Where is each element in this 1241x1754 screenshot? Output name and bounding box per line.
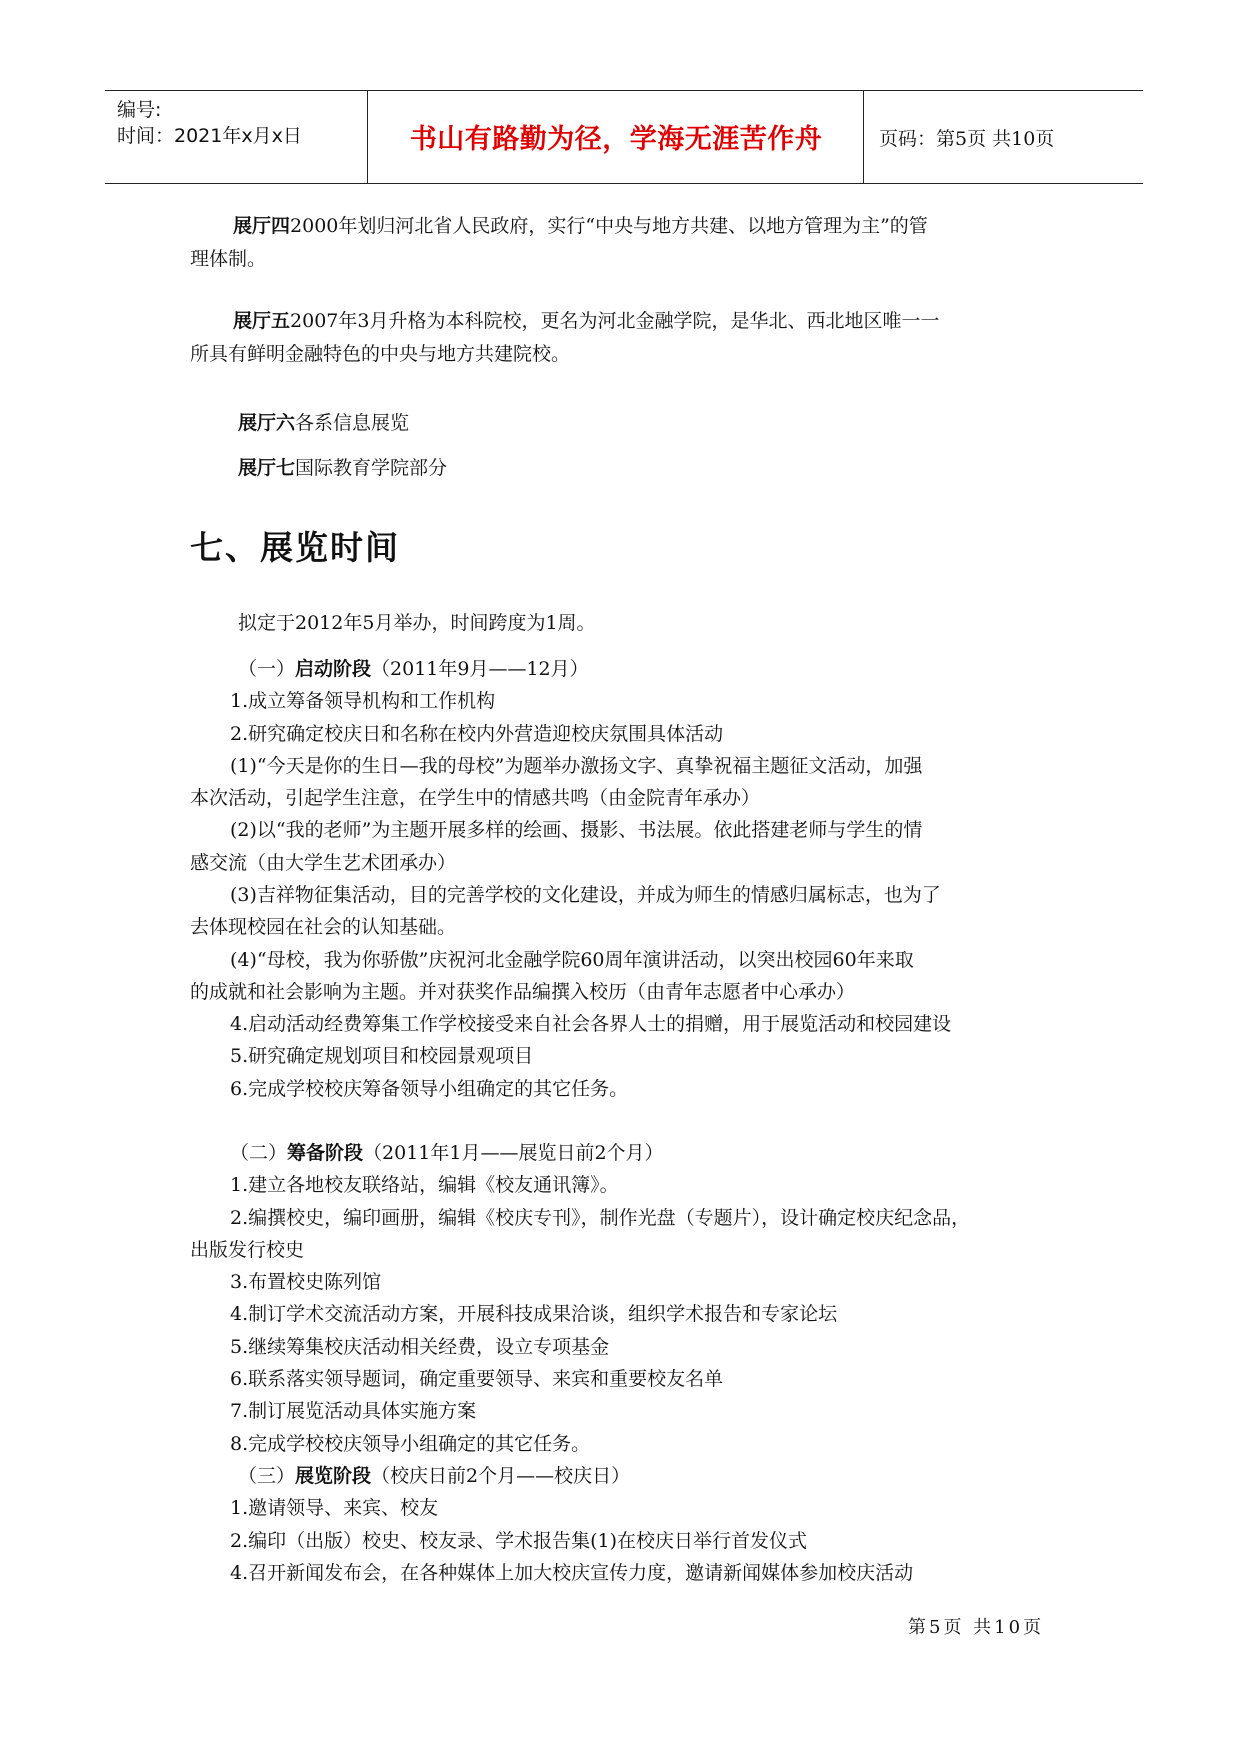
stage-2-heading: （二）筹备阶段（2011年1月——展览日前2个月） (230, 1142, 664, 1164)
stage-2-item: 4.制订学术交流活动方案，开展科技成果洽谈，组织学术报告和专家论坛 (230, 1303, 838, 1325)
hall-4-title: 展厅四 (233, 215, 291, 237)
stage-1-heading: （一）启动阶段（2011年9月——12月） (238, 658, 589, 680)
stage-1-item: 去体现校园在社会的认知基础。 (190, 916, 457, 938)
stage-2-item: 3.布置校史陈列馆 (230, 1271, 382, 1293)
stage-1-item: 感交流（由大学生艺术团承办） (190, 852, 457, 874)
stage-2-item: 7.制订展览活动具体实施方案 (230, 1400, 477, 1422)
hall-5-line-1: 展厅五2007年3月升格为本科院校，更名为河北金融学院，是华北、西北地区唯一一 (233, 310, 940, 332)
stage-3-item: 4.召开新闻发布会，在各种媒体上加大校庆宣传力度，邀请新闻媒体参加校庆活动 (230, 1562, 914, 1584)
section-heading: 七、展览时间 (190, 528, 400, 567)
header-motto-cell (369, 91, 864, 183)
hall-6-title: 展厅六 (238, 412, 296, 434)
stage-2-item: 6.联系落实领导题词，确定重要领导、来宾和重要校友名单 (230, 1368, 724, 1390)
header-page-label: 页码：第5页 共10页 (879, 128, 1055, 150)
stage-3-item: 2.编印（出版）校史、校友录、学术报告集(1)在校庆日举行首发仪式 (230, 1530, 808, 1552)
stage-1-item: 本次活动，引起学生注意，在学生中的情感共鸣（由金院青年承办） (190, 787, 761, 809)
stage-1-item: 2.研究确定校庆日和名称在校内外营造迎校庆氛围具体活动 (230, 723, 724, 745)
stage-1-item: (3)吉祥物征集活动，目的完善学校的文化建设，并成为师生的情感归属标志，也为了 (230, 884, 941, 906)
stage-1-item: (4)“母校，我为你骄傲”庆祝河北金融学院60周年演讲活动，以突出校园60年来取 (230, 949, 914, 971)
stage-1-item: 6.完成学校校庆筹备领导小组确定的其它任务。 (230, 1078, 629, 1100)
intro-text: 拟定于2012年5月举办，时间跨度为1周。 (238, 612, 596, 634)
page-footer: 第5页 共10页 (908, 1617, 1045, 1638)
stage-1-item: 的成就和社会影响为主题。并对获奖作品编撰入校历（由青年志愿者中心承办） (190, 981, 856, 1003)
page-header (105, 90, 1143, 184)
hall-4-line-1: 展厅四2000年划归河北省人民政府，实行“中央与地方共建、以地方管理为主”的管 (233, 215, 928, 237)
header-left-cell (105, 91, 368, 183)
stage-2-item: 1.建立各地校友联络站，编辑《校友通讯簿》。 (230, 1174, 619, 1196)
hall-7-line: 展厅七国际教育学院部分 (238, 457, 448, 479)
header-motto: 书山有路勤为径，学海无涯苦作舟 (409, 124, 823, 155)
hall-6-line: 展厅六各系信息展览 (238, 412, 410, 434)
stage-3-item: 1.邀请领导、来宾、校友 (230, 1497, 439, 1519)
hall-5-line-2: 所具有鲜明金融特色的中央与地方共建院校。 (190, 343, 571, 365)
stage-2-item: 5.继续筹集校庆活动相关经费，设立专项基金 (230, 1336, 610, 1358)
stage-2-item: 出版发行校史 (190, 1239, 305, 1261)
stage-2-item: 2.编撰校史，编印画册，编辑《校庆专刊》，制作光盘（专题片），设计确定校庆纪念品， (230, 1207, 971, 1229)
stage-1-item: 4.启动活动经费筹集工作学校接受来自社会各界人士的捐赠，用于展览活动和校园建设 (230, 1013, 952, 1035)
stage-3-heading: （三）展览阶段（校庆日前2个月——校庆日） (238, 1465, 631, 1487)
stage-1-item: (1)“今天是你的生日—我的母校”为题举办激扬文字、真挚祝福主题征文活动，加强 (230, 755, 923, 777)
hall-4-line-2: 理体制。 (190, 248, 267, 270)
stage-2-item: 8.完成学校校庆领导小组确定的其它任务。 (230, 1433, 591, 1455)
hall-5-title: 展厅五 (233, 310, 291, 332)
stage-1-item: (2)以“我的老师”为主题开展多样的绘画、摄影、书法展。依此搭建老师与学生的情 (230, 819, 923, 841)
header-right-cell (865, 91, 1143, 183)
stage-1-item: 1.成立筹备领导机构和工作机构 (230, 690, 496, 712)
stage-1-item: 5.研究确定规划项目和校园景观项目 (230, 1045, 534, 1067)
document-number-label: 编号: (117, 99, 162, 121)
document-time-label: 时间：2021年x月x日 (117, 125, 302, 147)
hall-7-title: 展厅七 (238, 457, 296, 479)
